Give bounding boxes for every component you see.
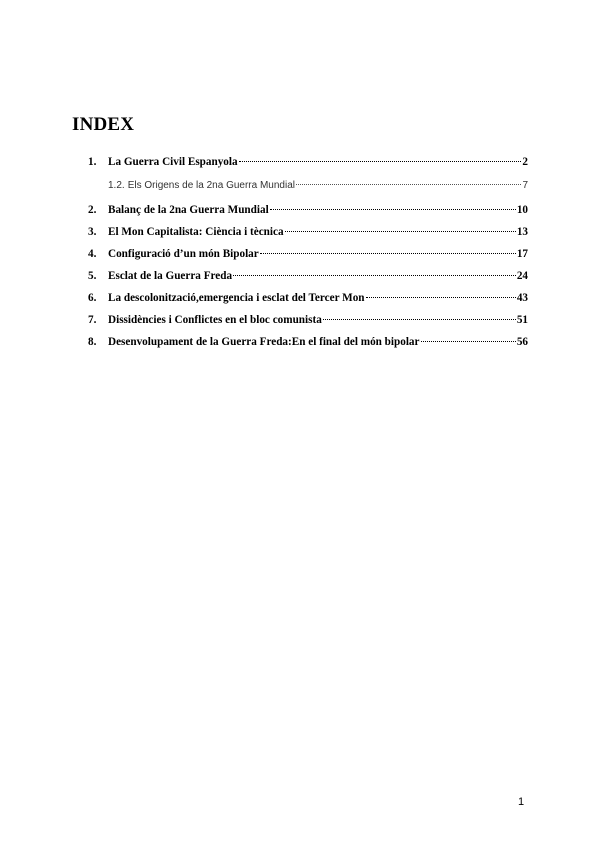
toc-entry-title: Desenvolupament de la Guerra Freda:En el final del món bipolar <box>108 336 420 348</box>
toc-entry-title: Configuració d’un món Bipolar <box>108 248 259 260</box>
toc-entry-number: 7. <box>88 314 97 326</box>
toc-dot-leader <box>296 184 521 185</box>
toc-dot-leader <box>233 275 516 276</box>
toc-entry-page: 2 <box>522 156 528 168</box>
toc-entry-number: 8. <box>88 336 97 348</box>
page-number: 1 <box>518 796 525 808</box>
toc-dot-leader <box>421 341 516 342</box>
toc-entry-title: Esclat de la Guerra Freda <box>108 270 233 282</box>
toc-entry-page: 10 <box>516 204 528 216</box>
toc-entry-2[interactable] <box>88 202 528 218</box>
toc-entry-number: 6. <box>88 292 97 304</box>
toc-dot-leader <box>260 253 516 254</box>
toc-entry-page: 7 <box>522 180 528 191</box>
toc-entry-number: 5. <box>88 270 97 282</box>
toc-dot-leader <box>270 209 516 210</box>
toc-entry-number: 1. <box>88 156 97 168</box>
toc-entry-title: Dissidències i Conflictes en el bloc comunista <box>108 314 322 326</box>
toc-entry-number: 2. <box>88 204 97 216</box>
toc-entry-title: Els Origens de la 2na Guerra Mundial <box>127 180 295 191</box>
toc-dot-leader <box>323 319 516 320</box>
toc-entry-7[interactable] <box>88 312 528 328</box>
toc-entry-number: 1.2. <box>108 180 125 191</box>
toc-entry-title: La descolonització,emergencia i esclat del Tercer Mon <box>108 292 365 304</box>
toc-dot-leader <box>366 297 516 298</box>
toc-dot-leader <box>239 161 522 162</box>
toc-entry-4[interactable] <box>88 246 528 262</box>
toc-entry-3[interactable] <box>88 224 528 240</box>
toc-entry-page: 24 <box>516 270 528 282</box>
toc-entry-5[interactable] <box>88 268 528 284</box>
toc-entry-page: 56 <box>516 336 528 348</box>
toc-entry-title: El Mon Capitalista: Ciència i tècnica <box>108 226 284 238</box>
toc-entry-page: 17 <box>516 248 528 260</box>
toc-entry-page: 13 <box>516 226 528 238</box>
toc-entry-8[interactable] <box>88 334 528 350</box>
toc-entry-number: 4. <box>88 248 97 260</box>
toc-entry-1[interactable] <box>88 154 528 170</box>
page-title: INDEX <box>72 114 135 135</box>
toc-entry-page: 43 <box>516 292 528 304</box>
toc-entry-title: Balanç de la 2na Guerra Mundial <box>108 204 269 216</box>
toc-entry-number: 3. <box>88 226 97 238</box>
toc-entry-1-2[interactable] <box>88 178 528 194</box>
toc-entry-title: La Guerra Civil Espanyola <box>108 156 238 168</box>
toc-entry-page: 51 <box>516 314 528 326</box>
toc-entry-6[interactable] <box>88 290 528 306</box>
toc-dot-leader <box>285 231 516 232</box>
